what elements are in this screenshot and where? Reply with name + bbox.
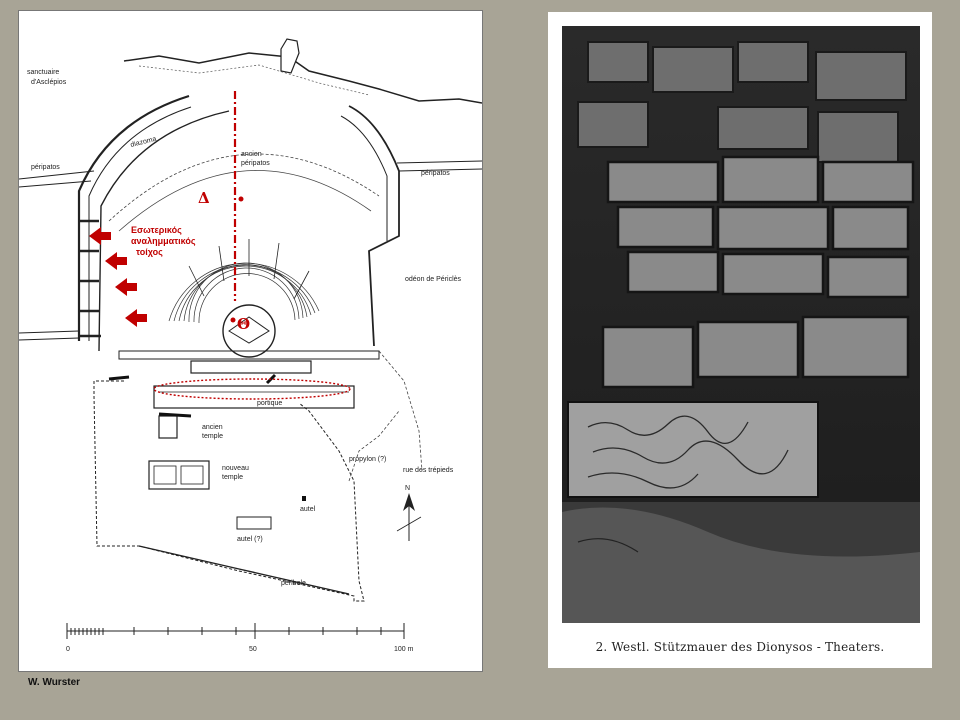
altar [302, 496, 306, 501]
skene [191, 361, 311, 373]
label-ancien: ancien [241, 151, 262, 158]
outer-retaining-wall-east [349, 106, 399, 346]
label-north: N [405, 485, 411, 492]
label-delta: Δ [198, 189, 210, 207]
wall-photograph [548, 12, 932, 668]
scale-label-0: 0 [66, 646, 70, 653]
credit-label: W. Wurster [28, 677, 81, 688]
photo-caption: 2. Westl. Stützmauer des Dionysos - Theaters. [595, 640, 885, 654]
choragic-monument [281, 39, 299, 73]
portico [154, 386, 354, 408]
label-nouveau: nouveau [222, 465, 249, 472]
label-diazoma: diazoma [129, 135, 158, 149]
label-peribole: péribole [281, 580, 306, 587]
arrow-1 [89, 227, 111, 245]
label-peripatos-right: péripatos [421, 170, 450, 177]
old-temple [159, 416, 177, 438]
scale-bar [67, 623, 404, 639]
point-delta-marker [239, 197, 244, 202]
label-theta: Θ [237, 315, 251, 333]
label-peripatos-center: péripatos [241, 160, 270, 167]
label-ancien-temple-2: temple [202, 433, 224, 440]
label-odeon: odéon de Périclès [405, 276, 462, 283]
label-nouveau-temple: temple [222, 474, 244, 481]
altar-uncertain [237, 517, 271, 529]
label-autel: autel [300, 506, 316, 513]
cavea-stairs [189, 239, 309, 299]
arrow-4 [125, 309, 147, 327]
label-wall-line2: αναλημματικός [131, 236, 196, 246]
arrow-2 [105, 252, 127, 270]
scale-label-100: 100 m [394, 646, 414, 653]
label-autel-uncertain: autel (?) [237, 536, 263, 543]
site-plan-panel [18, 10, 483, 672]
label-trepieds: rue des trépieds [403, 467, 454, 474]
point-theta-marker [231, 318, 236, 323]
peribolos-wall [94, 381, 364, 601]
label-propylon: propylon (?) [349, 456, 387, 463]
label-asclepios: d'Asclépios [31, 79, 67, 86]
north-arrow [397, 493, 421, 541]
label-portique: portique [257, 400, 283, 407]
label-ancien-temple-1: ancien [202, 424, 223, 431]
site-plan-drawing [19, 11, 482, 671]
arrow-3 [115, 278, 137, 296]
new-temple [149, 461, 209, 489]
photo-panel [548, 12, 932, 668]
label-peripatos-left: péripatos [31, 164, 60, 171]
label-wall-line3: τοίχος [136, 247, 163, 257]
portico-highlight [154, 379, 350, 399]
scale-label-50: 50 [249, 646, 257, 653]
inscribed-block [568, 402, 818, 497]
acropolis-rock-edge [124, 53, 482, 103]
label-wall-line1: Εσωτερικός [131, 225, 182, 235]
label-sanctuary: sanctuaire [27, 69, 60, 76]
